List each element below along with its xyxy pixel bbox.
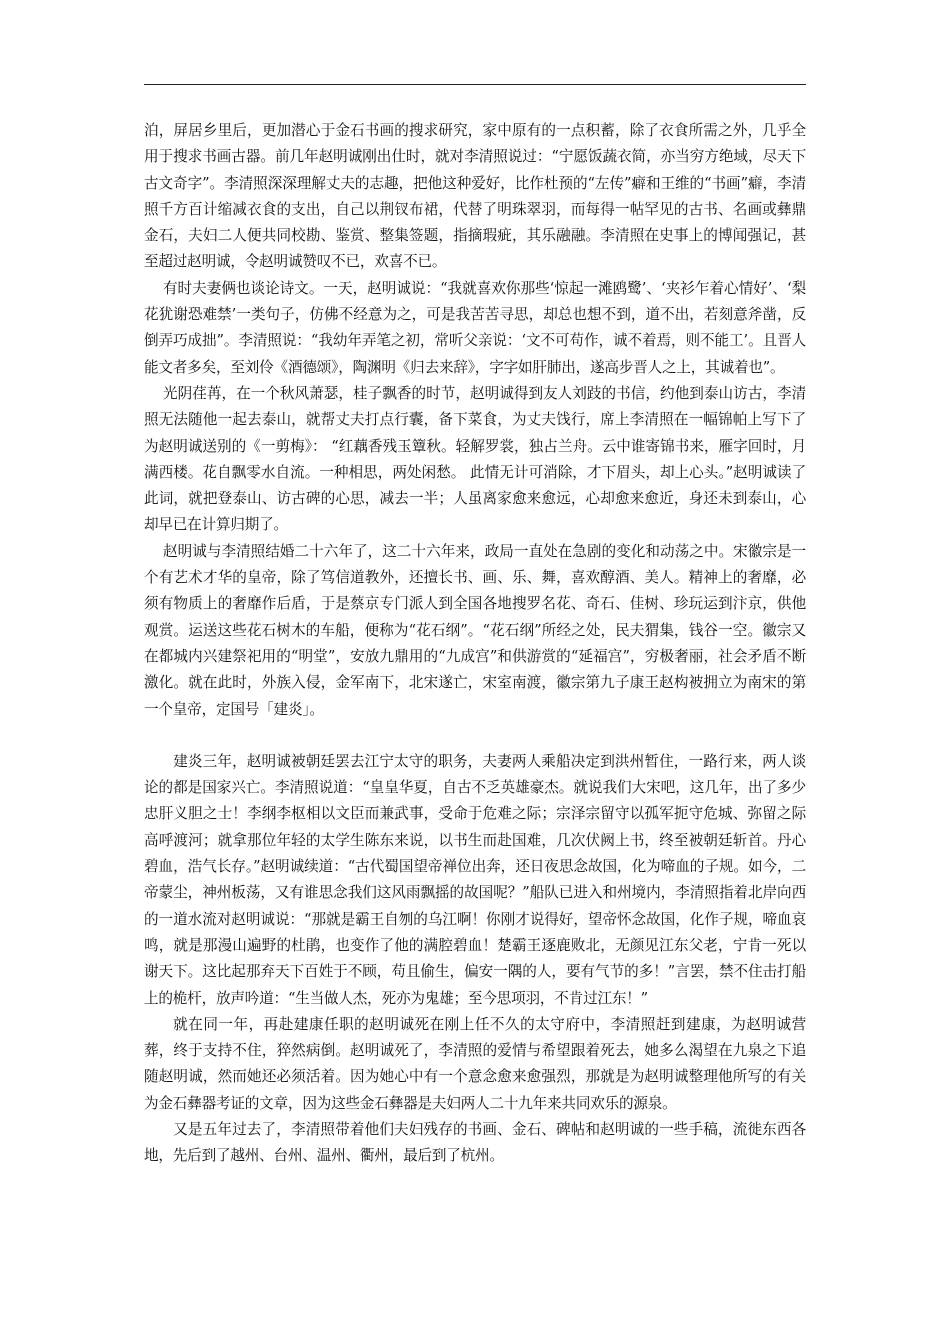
paragraph-6: 就在同一年，再赴建康任职的赵明诚死在刚上任不久的太守府中，李清照赶到建康，为赵明诚营葬，终于支持不住，猝然病倒。赵明诚死了，李清照的爱情与希望跟着死去，她多么渴望在九泉之下追随赵明诚，然而她还必须活着。因为她心中有一个意念愈来愈强烈，那就是为赵明诚整理他所写的有关为金石彝器考证的文章，因为这些金石彝器是夫妇两人二十九年来共同欢乐的源泉。 <box>144 1015 806 1112</box>
paragraph-5: 建炎三年，赵明诚被朝廷罢去江宁太守的职务，夫妻两人乘船决定到洪州暂住，一路行来，两人谈论的都是国家兴亡。李清照说道：“皇皇华夏，自古不乏英雄豪杰。就说我们大宋吧，这几年，出了多少忠肝义胆之士！李纲李枢相以文臣而兼武事，受命于危难之际；宗泽宗留守以孤军扼守危城、弥留之际高呼渡河；就拿那位年轻的太学生陈东来说，以书生而赴国难，几次伏阙上书，终至被朝廷斩首。丹心碧血，浩气长存。”赵明诚续道：“古代蜀国望帝禅位出奔，还日夜思念故国，化为啼血的子规。如今，二帝蒙尘，神州板荡，又有谁思念我们这风雨飘摇的故国呢？”船队已进入和州境内，李清照指着北岸向西的一道水流对赵明诚说：“那就是霸王自刎的乌江啊！你刚才说得好，望帝怀念故国，化作子规，啼血哀鸣，就是那漫山遍野的杜鹃，也变作了他的满腔碧血！楚霸王逐鹿败北，无颜见江东父老，宁肯一死以谢天下。这比起那弃天下百姓于不顾，苟且偷生，偏安一隅的人，要有气节的多！”言罢，禁不住击打船上的桅杆，放声吟道：“生当做人杰，死亦为鬼雄；至今思项羽，不肯过江东！” <box>144 752 806 1007</box>
paragraph-2: 有时夫妻俩也谈论诗文。一天，赵明诚说：“我就喜欢你那些‘惊起一滩鸥鹭’、‘夹衫乍着心情好’、‘梨花犹谢恐难禁’一类句子，仿佛不经意为之，可是我苦苦寻思，却总也想不到，道不出，若刻意斧凿，反倒弄巧成拙”。李清照说：“我幼年弄笔之初，常听父亲说：‘文不可苟作，诚不着焉，则不能工’。且晋人能文者多矣，至刘伶《酒德颂》，陶渊明《归去来辞》，字字如肝肺出，遂高步晋人之上，其诚着也”。 <box>144 279 806 376</box>
paragraph-7: 又是五年过去了，李清照带着他们夫妇残存的书画、金石、碑帖和赵明诚的一些手稿，流徙东西各地，先后到了越州、台州、温州、衢州，最后到了杭州。 <box>144 1120 806 1165</box>
section-gap <box>144 723 806 749</box>
paragraph-4: 赵明诚与李清照结婚二十六年了，这二十六年来，政局一直处在急剧的变化和动荡之中。宋徽宗是一个有艺术才华的皇帝，除了笃信道教外，还擅长书、画、乐、舞，喜欢醇酒、美人。精神上的奢靡，必须有物质上的奢靡作后盾，于是蔡京专门派人到全国各地搜罗名花、奇石、佳树、珍玩运到汴京，供他观赏。运送这些花石树木的车船，便称为“花石纲”。“花石纲”所经之处，民夫猬集，钱谷一空。徽宗又在都城内兴建祭祀用的“明堂”，安放九鼎用的“九成宫”和供游赏的“延福宫”，穷极奢丽，社会矛盾不断激化。就在此时，外族入侵，金军南下，北宋遂亡，宋室南渡，徽宗第九子康王赵构被拥立为南宋的第一个皇帝，定国号「建炎」。 <box>144 542 806 718</box>
paragraph-3: 光阴荏苒，在一个秋风萧瑟，桂子飘香的时节，赵明诚得到友人刘跂的书信，约他到泰山访古，李清照无法随他一起去泰山，就帮丈夫打点行囊，备下菜食，为丈夫饯行，席上李清照在一幅锦帕上写下了为赵明诚送别的《一剪梅》： “红藕香残玉簟秋。轻解罗裳，独占兰舟。云中谁寄锦书来，雁字回时，月满西楼。花自飘零水自流。一种相思，两处闲愁。 此情无计可消除，才下眉头，却上心头。”赵明诚读了此词，就把登泰山、访古碑的心思，减去一半；人虽离家愈来愈远，心却愈来愈近，身还未到泰山，心却早已在计算归期了。 <box>144 384 806 534</box>
body-text <box>144 118 806 1170</box>
header-rule <box>144 84 806 85</box>
paragraph-1: 泊，屏居乡里后，更加潜心于金石书画的搜求研究，家中原有的一点积蓄，除了衣食所需之外，几乎全用于搜求书画古器。前几年赵明诚刚出仕时，就对李清照说过：“宁愿饭蔬衣简，亦当穷方绝域，尽天下古文奇字”。李清照深深理解丈夫的志趣，把他这种爱好，比作杜预的“左传”癖和王维的“书画”癖，李清照千方百计缩减衣食的支出，自己以荆钗布裙，代替了明珠翠羽，而每得一帖罕见的古书、名画或彝鼎金石，夫妇二人便共同校勘、鉴赏、整集签题，指摘瑕疵，其乐融融。李清照在史事上的博闻强记，甚至超过赵明诚，令赵明诚赞叹不已，欢喜不已。 <box>144 122 806 271</box>
